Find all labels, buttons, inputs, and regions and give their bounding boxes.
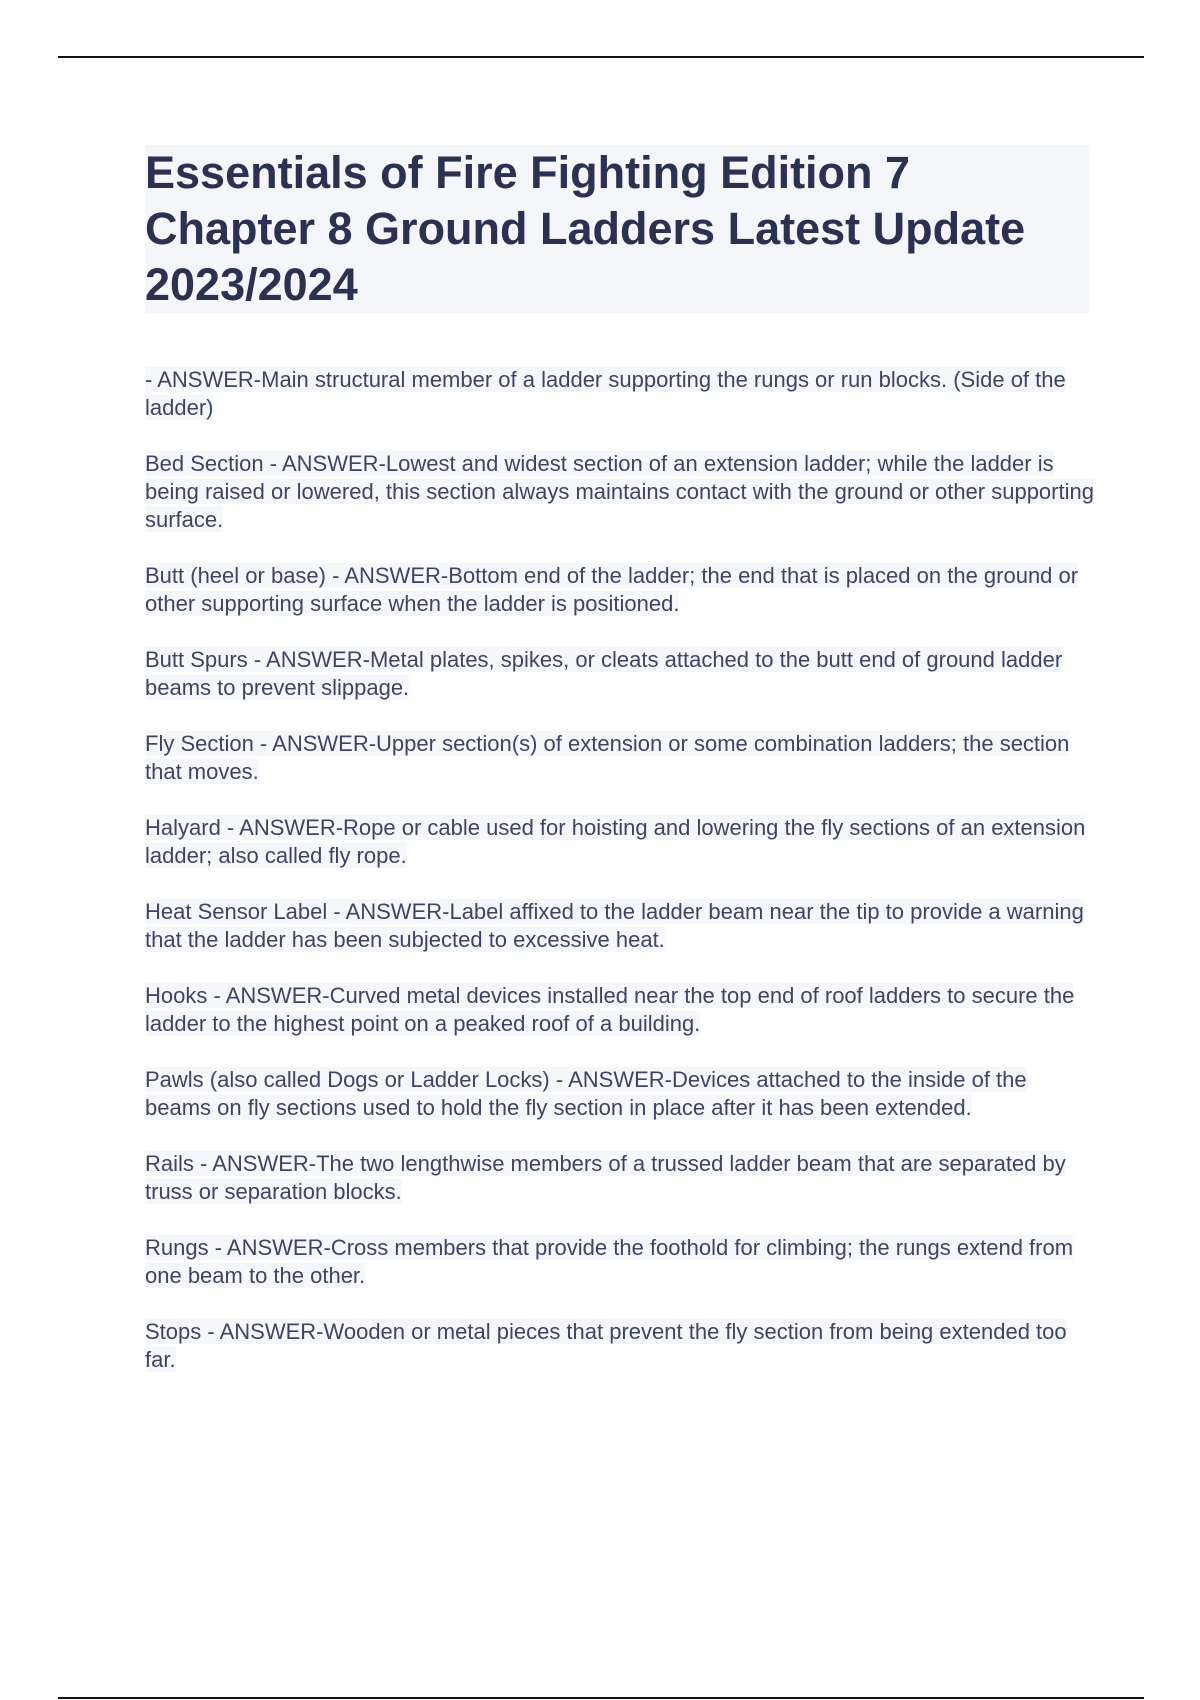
- glossary-entry-text: Stops - ANSWER-Wooden or metal pieces that prevent the fly section from being extended too far.: [145, 1319, 1067, 1372]
- glossary-entry-text: Butt Spurs - ANSWER-Metal plates, spikes, or cleats attached to the butt end of ground ladder beams to prevent slippage.: [145, 647, 1063, 700]
- top-rule: [58, 56, 1144, 58]
- glossary-entry: [145, 450, 1095, 534]
- glossary-entry: [145, 814, 1095, 870]
- bottom-rule: [58, 1697, 1144, 1699]
- glossary-entry: [145, 562, 1095, 618]
- glossary-entry-text: Pawls (also called Dogs or Ladder Locks) - ANSWER-Devices attached to the inside of the beams on fly sections used to hold the fly section in place after it has been extended.: [145, 1067, 1027, 1120]
- glossary-entry: [145, 898, 1095, 954]
- glossary-entry: [145, 730, 1095, 786]
- glossary-entry: [145, 1234, 1095, 1290]
- glossary-entry-text: Rungs - ANSWER-Cross members that provide the foothold for climbing; the rungs extend from one beam to the other.: [145, 1235, 1074, 1288]
- glossary-entry: [145, 1150, 1095, 1206]
- title-block: [145, 145, 1089, 313]
- glossary-entry-text: Rails - ANSWER-The two lengthwise members of a trussed ladder beam that are separated by truss or separation blocks.: [145, 1151, 1066, 1204]
- glossary-list: [145, 366, 1095, 1402]
- glossary-entry-text: Heat Sensor Label - ANSWER-Label affixed to the ladder beam near the tip to provide a warning that the ladder has been subjected to excessive heat.: [145, 899, 1084, 952]
- glossary-entry: [145, 1066, 1095, 1122]
- glossary-entry-text: Fly Section - ANSWER-Upper section(s) of extension or some combination ladders; the section that moves.: [145, 731, 1070, 784]
- glossary-entry-text: Butt (heel or base) - ANSWER-Bottom end of the ladder; the end that is placed on the ground or other supporting surface when the ladder is positioned.: [145, 563, 1079, 616]
- glossary-entry-text: - ANSWER-Main structural member of a ladder supporting the rungs or run blocks. (Side of the ladder): [145, 367, 1066, 420]
- glossary-entry: [145, 1318, 1095, 1374]
- glossary-entry-text: Bed Section - ANSWER-Lowest and widest section of an extension ladder; while the ladder is being raised or lowered, this section always maintains contact with the ground or other supporting surface.: [145, 451, 1094, 532]
- document-title: Essentials of Fire Fighting Edition 7 Chapter 8 Ground Ladders Latest Update 2023/2024: [145, 147, 1026, 310]
- glossary-entry: [145, 982, 1095, 1038]
- glossary-entry: [145, 366, 1095, 422]
- glossary-entry: [145, 646, 1095, 702]
- glossary-entry-text: Hooks - ANSWER-Curved metal devices installed near the top end of roof ladders to secure the ladder to the highest point on a peaked roof of a building.: [145, 983, 1075, 1036]
- glossary-entry-text: Halyard - ANSWER-Rope or cable used for hoisting and lowering the fly sections of an extension ladder; also called fly rope.: [145, 815, 1086, 868]
